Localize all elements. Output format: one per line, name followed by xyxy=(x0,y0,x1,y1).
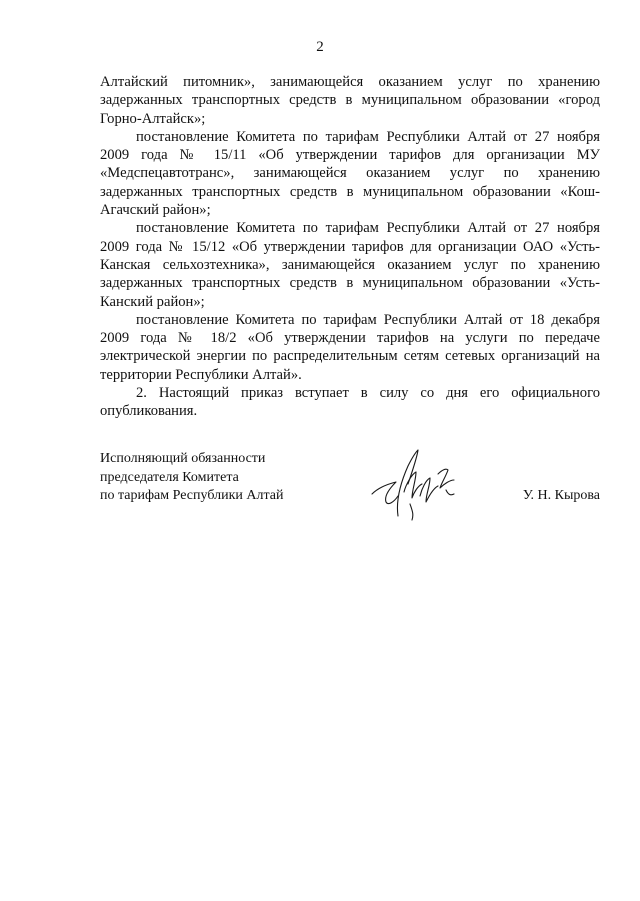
paragraph-continuation: Алтайский питомник», занимающейся оказанием услуг по хранению задержанных транспортных средств в муниципальном образовании «город Горно-Алтайск»; xyxy=(100,74,600,127)
page-number: 2 xyxy=(316,39,324,55)
document-body xyxy=(100,73,600,421)
signer-position-line: Исполняющий обязанности xyxy=(100,451,266,466)
paragraph-resolution-18-2: постановление Комитета по тарифам Республики Алтай от 18 декабря 2009 года № 18/2 «Об утверждении тарифов на услуги по передаче электрической энергии по распределительным сетям сетевых организаций на территории Республики Алтай». xyxy=(100,311,600,383)
paragraph-effective-date: 2. Настоящий приказ вступает в силу со дня его официального опубликования. xyxy=(100,385,600,420)
handwritten-signature xyxy=(360,444,470,524)
signer-position xyxy=(100,450,283,506)
paragraph-resolution-15-11: постановление Комитета по тарифам Республики Алтай от 27 ноября 2009 года № 15/11 «Об утверждении тарифов для организации МУ «Медспецавтотранс», занимающейся оказанием услуг по хранению задержанных транспортных средств в муниципальном образовании «Кош-Агачский район»; xyxy=(100,128,600,219)
signer-position-line: председателя Комитета xyxy=(100,469,239,485)
signer-name: У. Н. Кырова xyxy=(522,488,600,503)
signature-block xyxy=(100,450,600,520)
paragraph-resolution-15-12: постановление Комитета по тарифам Республики Алтай от 27 ноября 2009 года № 15/12 «Об утверждении тарифов для организации ОАО «Усть-Канская сельхозтехника», занимающейся оказанием услуг по хранению задержанных транспортных средств в муниципальном образовании «Усть-Канский район»; xyxy=(100,220,600,310)
signer-position-line: по тарифам Республики Алтай xyxy=(100,488,284,503)
